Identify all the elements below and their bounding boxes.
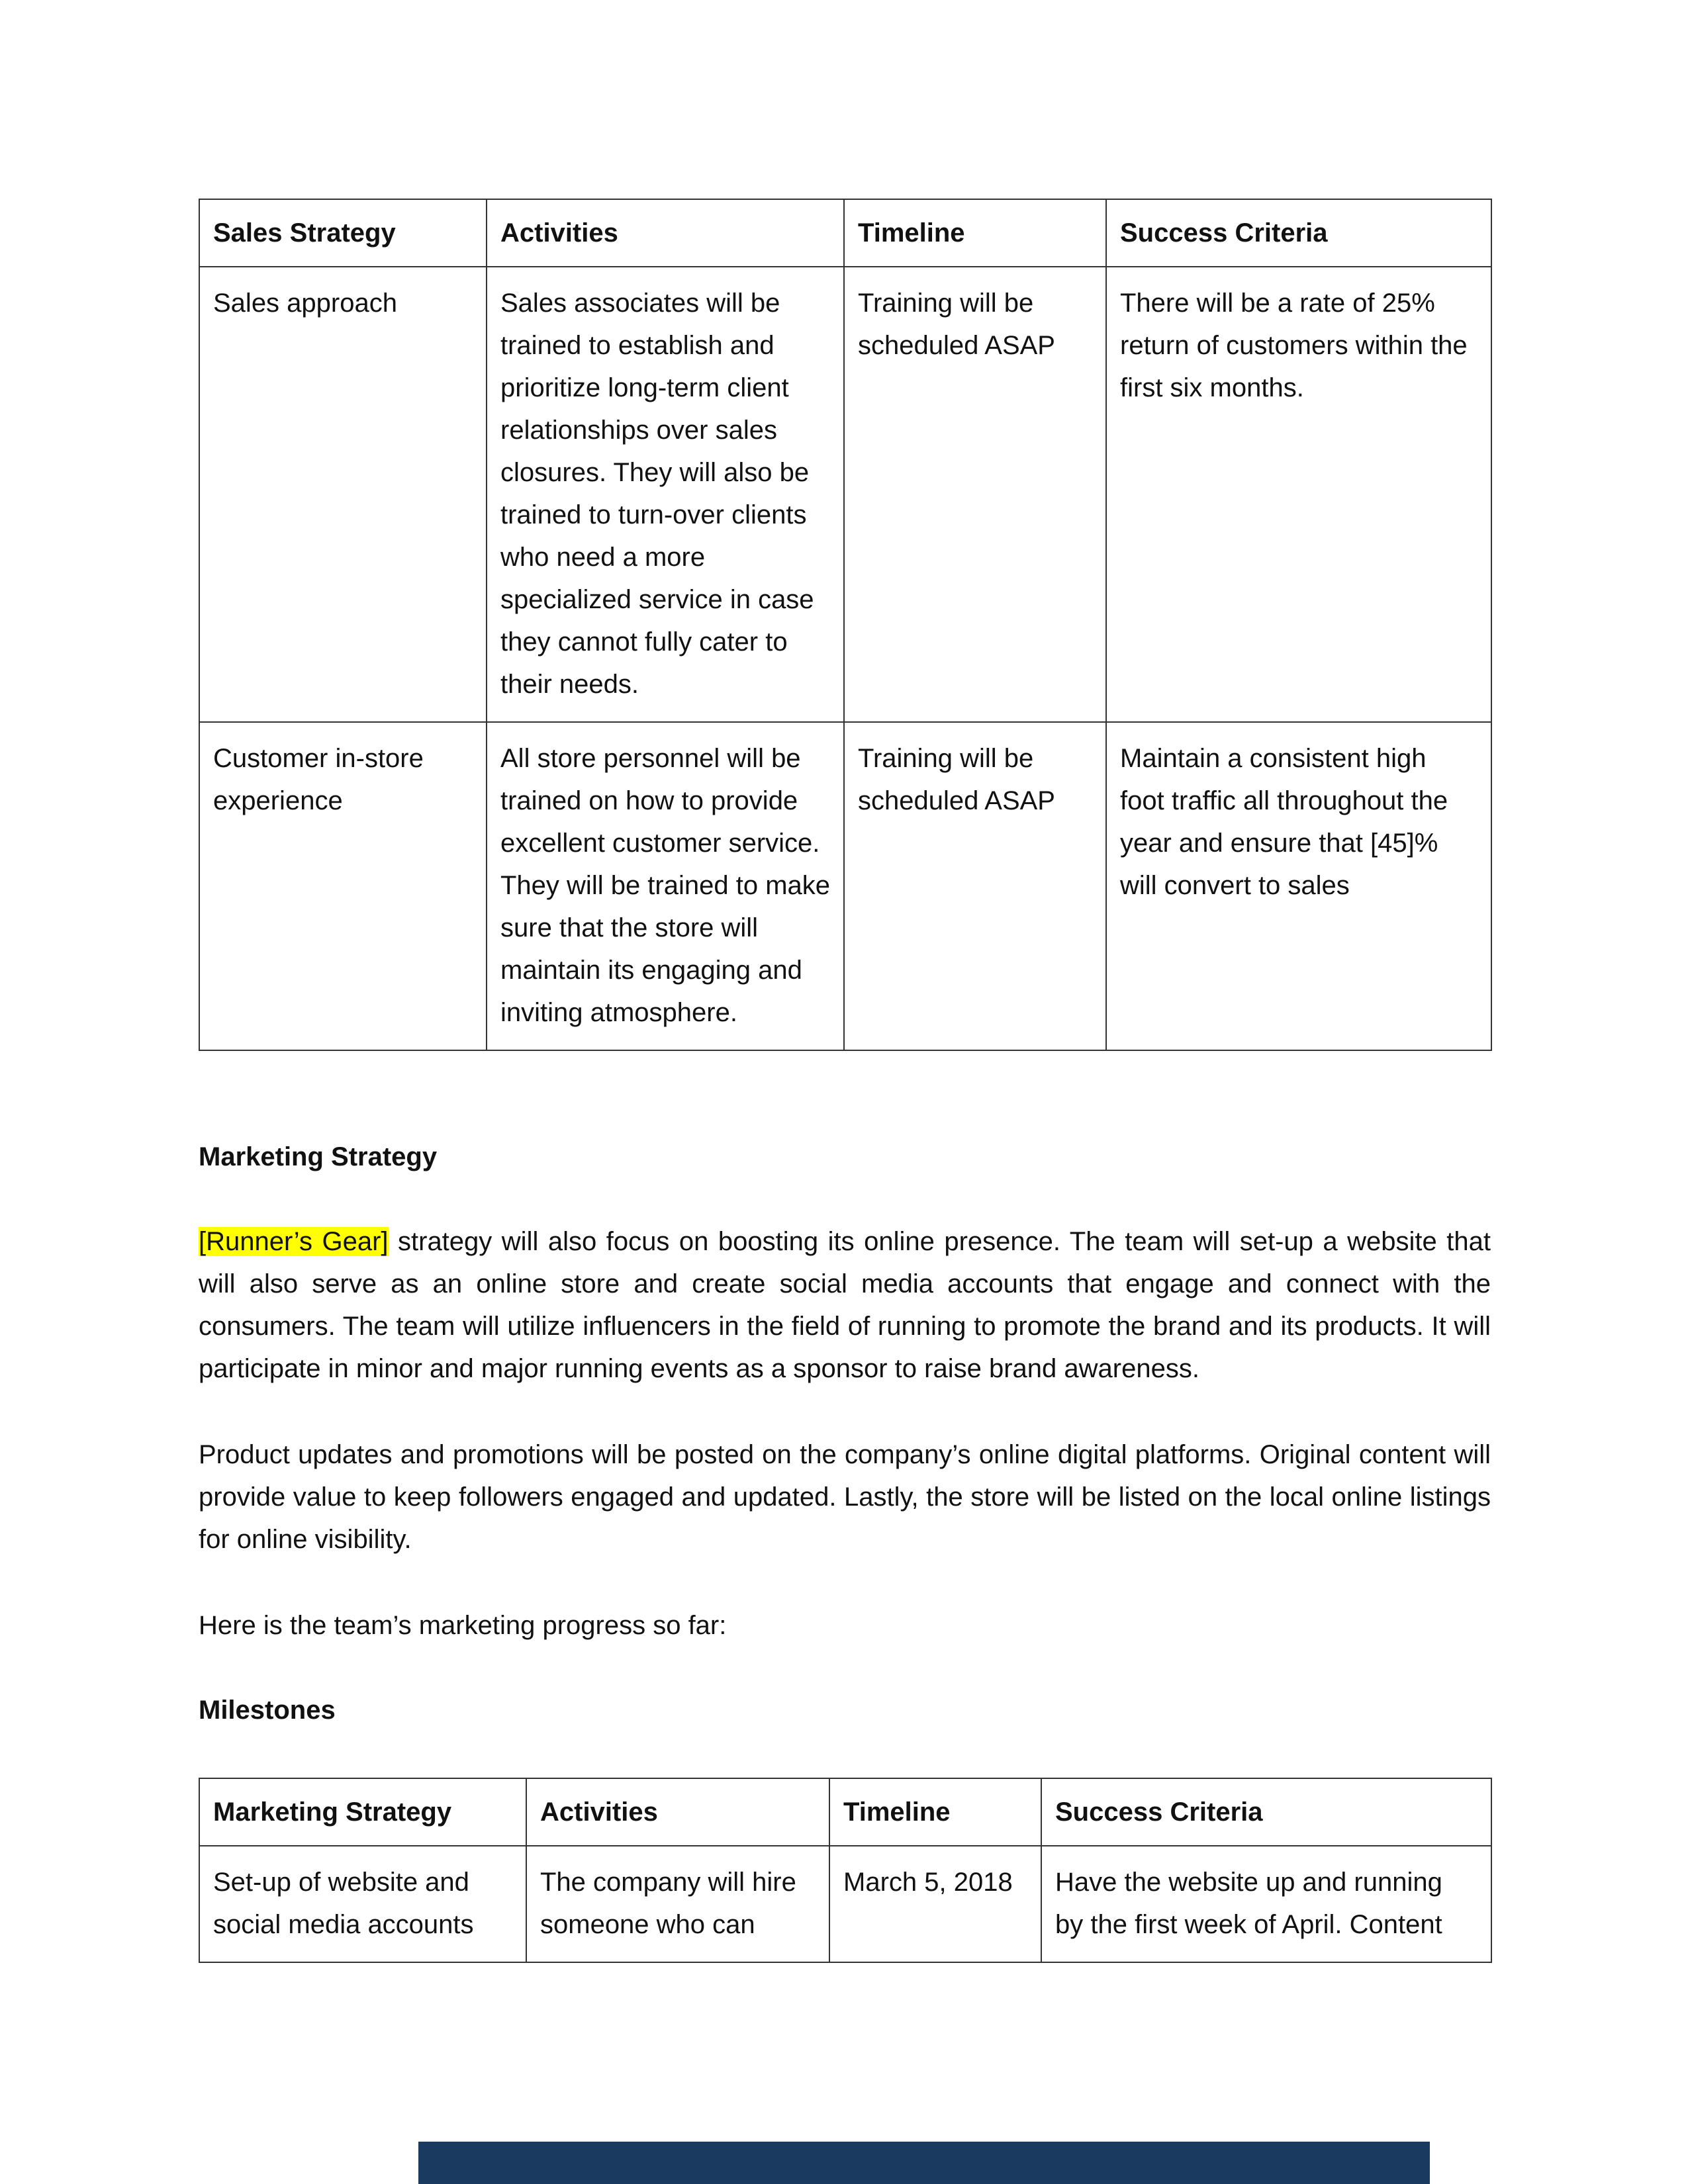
header-activities: Activities: [487, 199, 844, 267]
header-success-criteria: Success Criteria: [1106, 199, 1491, 267]
cell-timeline: Training will be scheduled ASAP: [844, 267, 1106, 722]
cell-success-criteria: There will be a rate of 25% return of customers within the first six months.: [1106, 267, 1491, 722]
marketing-strategy-heading: Marketing Strategy: [199, 1142, 438, 1171]
cell-timeline: March 5, 2018: [829, 1846, 1041, 1962]
header-activities: Activities: [526, 1778, 829, 1846]
header-timeline: Timeline: [844, 199, 1106, 267]
header-success-criteria: Success Criteria: [1041, 1778, 1491, 1846]
table-row: [199, 722, 1491, 1050]
cell-activities: All store personnel will be trained on how to provide excellent customer service. They will be trained to make sure that the store will maintain its engaging and inviting atmosphere.: [487, 722, 844, 1050]
cell-strategy: Sales approach: [199, 267, 487, 722]
cell-strategy: Set-up of website and social media accounts: [199, 1846, 526, 1962]
cell-activities: Sales associates will be trained to establish and prioritize long-term client relationships over sales closures. They will also be trained to turn-over clients who need a more specialized service in case they cannot fully cater to their needs.: [487, 267, 844, 722]
cell-success-criteria: Have the website up and running by the first week of April. Content: [1041, 1846, 1491, 1962]
marketing-paragraph-2: Product updates and promotions will be posted on the company’s online digital platforms. Original content will provide value to keep followers engaged and updated. Lastly, the store will be listed on the local online listings for online visibility.: [199, 1440, 1491, 1554]
header-sales-strategy: Sales Strategy: [199, 199, 487, 267]
company-name-highlight: [Runner’s Gear]: [199, 1227, 389, 1256]
header-marketing-strategy: Marketing Strategy: [199, 1778, 526, 1846]
sales-strategy-table: [199, 199, 1492, 1051]
cell-activities: The company will hire someone who can: [526, 1846, 829, 1962]
marketing-paragraph-3: Here is the team’s marketing progress so far:: [199, 1611, 727, 1640]
cell-strategy: Customer in-store experience: [199, 722, 487, 1050]
milestones-table: [199, 1778, 1492, 1963]
table-header-row: [199, 1778, 1491, 1846]
marketing-paragraph-1-text: strategy will also focus on boosting its online presence. The team will set-up a website that will also serve as an online store and create social media accounts that engage and connect with the consumers. The team will utilize influencers in the field of running to promote the brand and its products. It will participate in minor and major running events as a sponsor to raise brand awareness.: [199, 1227, 1491, 1383]
header-timeline: Timeline: [829, 1778, 1041, 1846]
cell-timeline: Training will be scheduled ASAP: [844, 722, 1106, 1050]
marketing-paragraph-1: [199, 1220, 1491, 1390]
cell-success-criteria: Maintain a consistent high foot traffic all throughout the year and ensure that [45]% will convert to sales: [1106, 722, 1491, 1050]
table-row: [199, 267, 1491, 722]
table-header-row: [199, 199, 1491, 267]
table-row: [199, 1846, 1491, 1962]
footer-bar: [418, 2142, 1430, 2184]
milestones-heading: Milestones: [199, 1696, 336, 1725]
